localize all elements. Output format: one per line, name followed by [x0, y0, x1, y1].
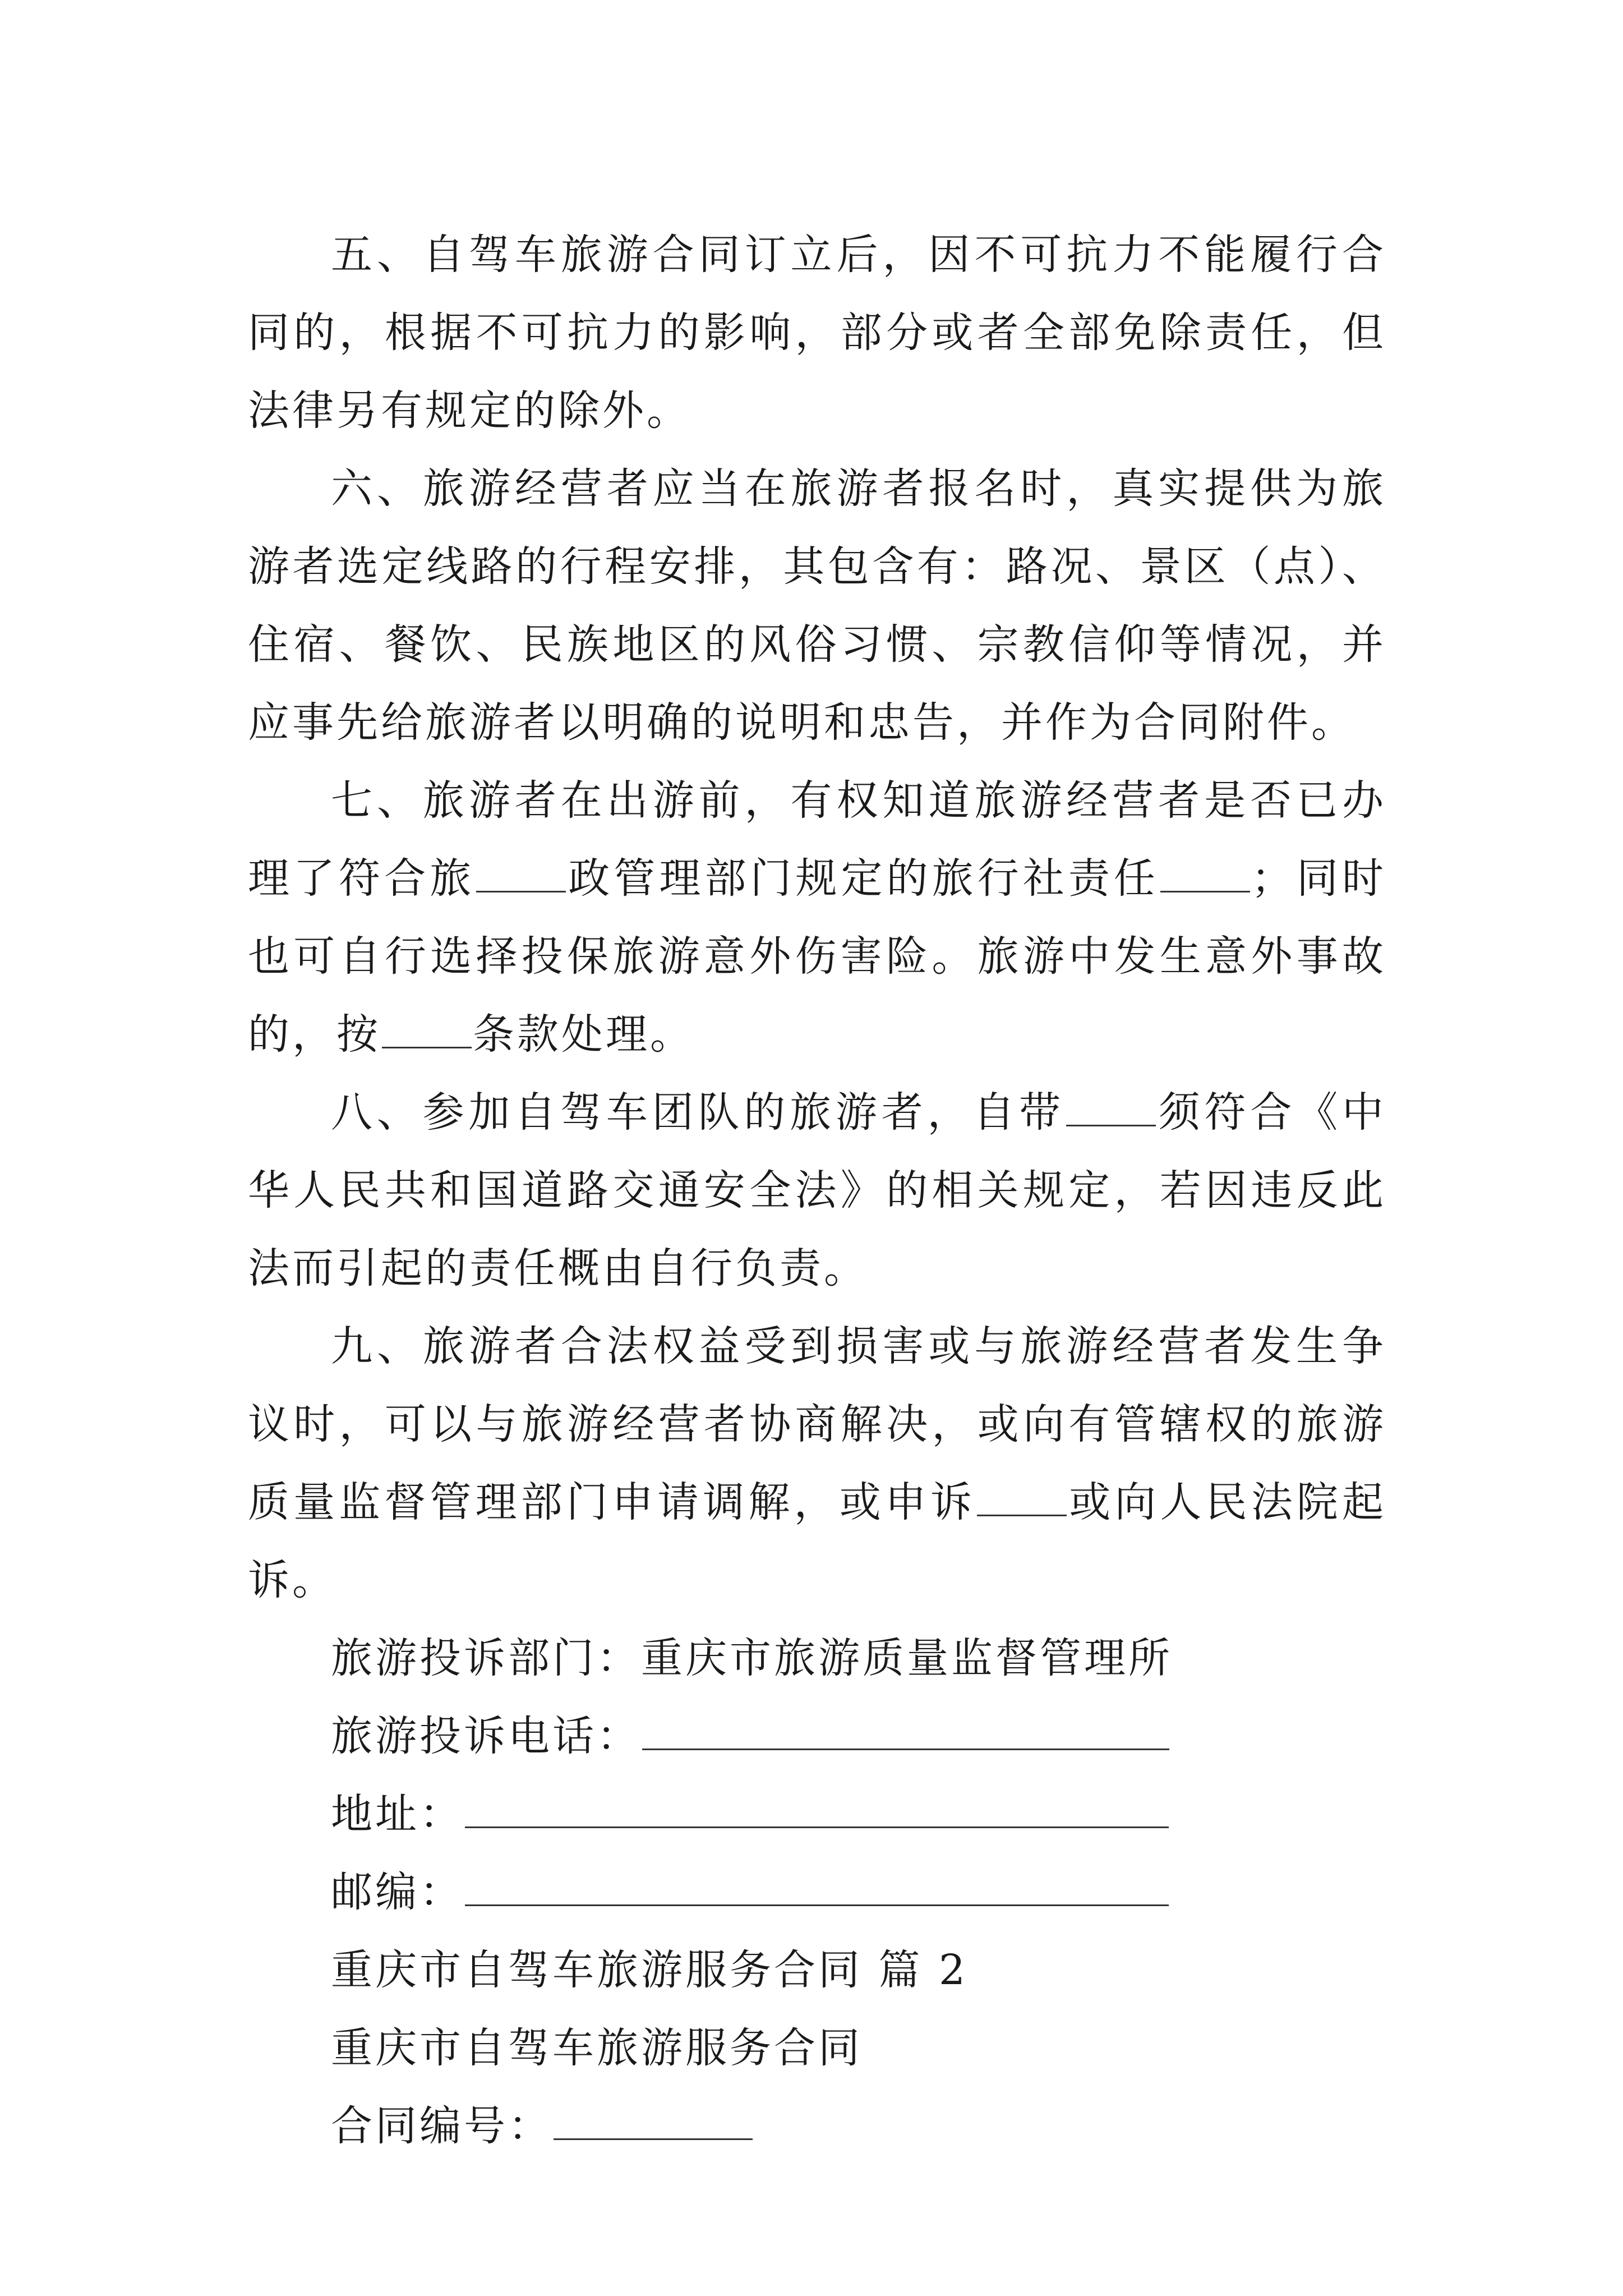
paragraph-7-text-c: ；同时也可自行选择投保旅游意外伤害险。旅游中发生意外事故的，按	[248, 854, 1387, 1059]
postcode-row	[248, 1853, 1386, 1931]
address-field[interactable]	[465, 1789, 1169, 1828]
paragraph-9-text-a: 九、旅游者合法权益受到损害或与旅游经营者发生争议时，可以与旅游经营者协商解决，或向有管辖权的旅游质量监督管理部门申请调解，或申诉	[248, 1322, 1386, 1526]
complaint-dept	[248, 1619, 1386, 1697]
contract-title-text: 重庆市自驾车旅游服务合同	[331, 2024, 863, 2072]
postcode-label: 邮编：	[331, 1868, 464, 1916]
contract-number-field[interactable]	[554, 2101, 753, 2140]
paragraph-5	[248, 216, 1386, 450]
section-heading-text: 重庆市自驾车旅游服务合同 篇 2	[331, 1946, 969, 1994]
fill-blank[interactable]	[977, 1478, 1067, 1516]
paragraph-7-text-b: 政管理部门规定的旅行社责任	[567, 854, 1159, 903]
fill-blank[interactable]	[1066, 1088, 1156, 1126]
paragraph-5-text: 五、自驾车旅游合同订立后，因不可抗力不能履行合同的，根据不可抗力的影响，部分或者全部免除责任，但法律另有规定的除外。	[248, 231, 1386, 435]
complaint-phone-row	[248, 1697, 1386, 1775]
paragraph-7-text-a: 七、旅游者在出游前，有权知道旅游经营者是否已办理了符合旅	[248, 776, 1386, 903]
complaint-phone-field[interactable]	[642, 1711, 1169, 1750]
fill-blank[interactable]	[1160, 854, 1250, 892]
paragraph-8-text-a: 八、参加自驾车团队的旅游者，自带	[331, 1088, 1065, 1137]
fill-blank[interactable]	[382, 1010, 472, 1048]
contract-number-label: 合同编号：	[331, 2102, 552, 2150]
complaint-phone-label: 旅游投诉电话：	[331, 1712, 641, 1760]
address-label: 地址：	[331, 1790, 464, 1838]
postcode-field[interactable]	[465, 1867, 1169, 1906]
contract-title	[248, 2009, 1386, 2087]
fill-blank[interactable]	[476, 854, 566, 892]
paragraph-9	[248, 1308, 1386, 1619]
section-heading	[248, 1931, 1386, 2009]
document-page	[248, 216, 1386, 2165]
complaint-dept-text: 旅游投诉部门：重庆市旅游质量监督管理所	[331, 1634, 1173, 1682]
paragraph-8-text-b: 须符合《中华人民共和国道路交通安全法》的相关规定，若因违反此法而引起的责任概由自行负责。	[248, 1088, 1387, 1292]
paragraph-7	[248, 762, 1386, 1074]
paragraph-6	[248, 450, 1386, 762]
paragraph-9-text-b: 或向人民法院起诉。	[248, 1478, 1387, 1604]
contract-number-row	[248, 2087, 1386, 2165]
paragraph-7-text-d: 条款处理。	[473, 1010, 694, 1059]
address-row	[248, 1775, 1386, 1853]
paragraph-8	[248, 1074, 1386, 1308]
paragraph-6-text: 六、旅游经营者应当在旅游者报名时，真实提供为旅游者选定线路的行程安排，其包含有：路况、景区（点）、住宿、餐饮、民族地区的风俗习惯、宗教信仰等情况，并应事先给旅游者以明确的说明和忠告，并作为合同附件。	[248, 464, 1386, 747]
